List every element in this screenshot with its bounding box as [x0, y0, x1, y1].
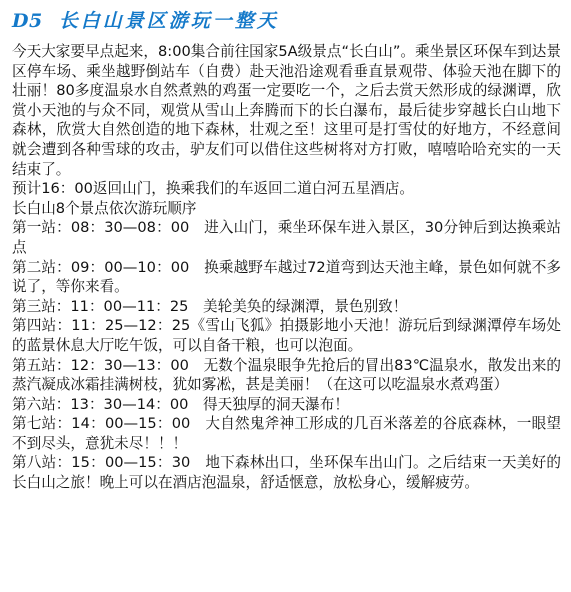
stop-item-2: 第二站：09：00—10：00 换乘越野车越过72道弯到达天池主峰，景色如何就不多说了，等你来看。 [12, 258, 561, 296]
day-label: D5 [12, 10, 43, 32]
itinerary-body [12, 42, 561, 493]
stop-item-6: 第六站：13：30—14：00 得天独厚的洞天瀑布！ [12, 395, 349, 413]
order-heading: 长白山8个景点依次游玩顺序 [12, 199, 197, 217]
page-title: 长白山景区游玩一整天 [58, 10, 279, 32]
stop-item-3: 第三站：11：00—11：25 美轮美奂的绿渊潭，景色别致！ [12, 297, 408, 315]
stop-item-4: 第四站：11：25—12：25《雪山飞狐》拍摄影地小天池！游玩后到绿渊潭停车场处的蓝景休息大厅吃午饭，可以自备干粮，也可以泡面。 [12, 317, 561, 354]
stop-item-8: 第八站：15：00—15：30 地下森林出口，坐环保车出山门。之后结束一天美好的长白山之旅！晚上可以在酒店泡温泉，舒适惬意，放松身心，缓解疲劳。 [12, 454, 561, 492]
stop-item-1: 第一站：08：30—08：00 进入山门，乘坐环保车进入景区，30分钟后到达换乘站点 [12, 219, 561, 256]
stop-item-5: 第五站：12：30—13：00 无数个温泉眼争先抢后的冒出83℃温泉水，散发出来的蒸汽凝成冰霜挂满树枝，犹如雾凇，甚是美丽！（在这可以吃温泉水煮鸡蛋） [12, 356, 561, 394]
day-header [12, 6, 561, 38]
intro-paragraph: 今天大家要早点起来，8:00集合前往国家5A级景点“长白山”。乘坐景区环保车到达景区停车场、乘坐越野倒站车（自费）赴天池沿途观看垂直景观带、体验天池在脚下的壮丽！80多度温泉水自然煮熟的鸡蛋一定要吃一个，之后去赏天然形成的绿渊谭，欣赏小天池的与众不同，观赏从雪山上奔腾而下的长白瀑布，最后徒步穿越长白山地下森林，欣赏大自然创造的地下森林，壮观之至！这里可是打雪仗的好地方，不经意间就会遭到各种雪球的攻击，驴友们可以借住这些树将对方打败，嘻嘻哈哈充实的一天结束了。 [12, 43, 561, 178]
return-note: 预计16：00返回山门，换乘我们的车返回二道白河五星酒店。 [12, 180, 414, 198]
stop-item-7: 第七站：14：00—15：00 大自然鬼斧神工形成的几百米落差的谷底森林，一眼望不到尽头，意犹未尽！！！ [12, 415, 561, 452]
